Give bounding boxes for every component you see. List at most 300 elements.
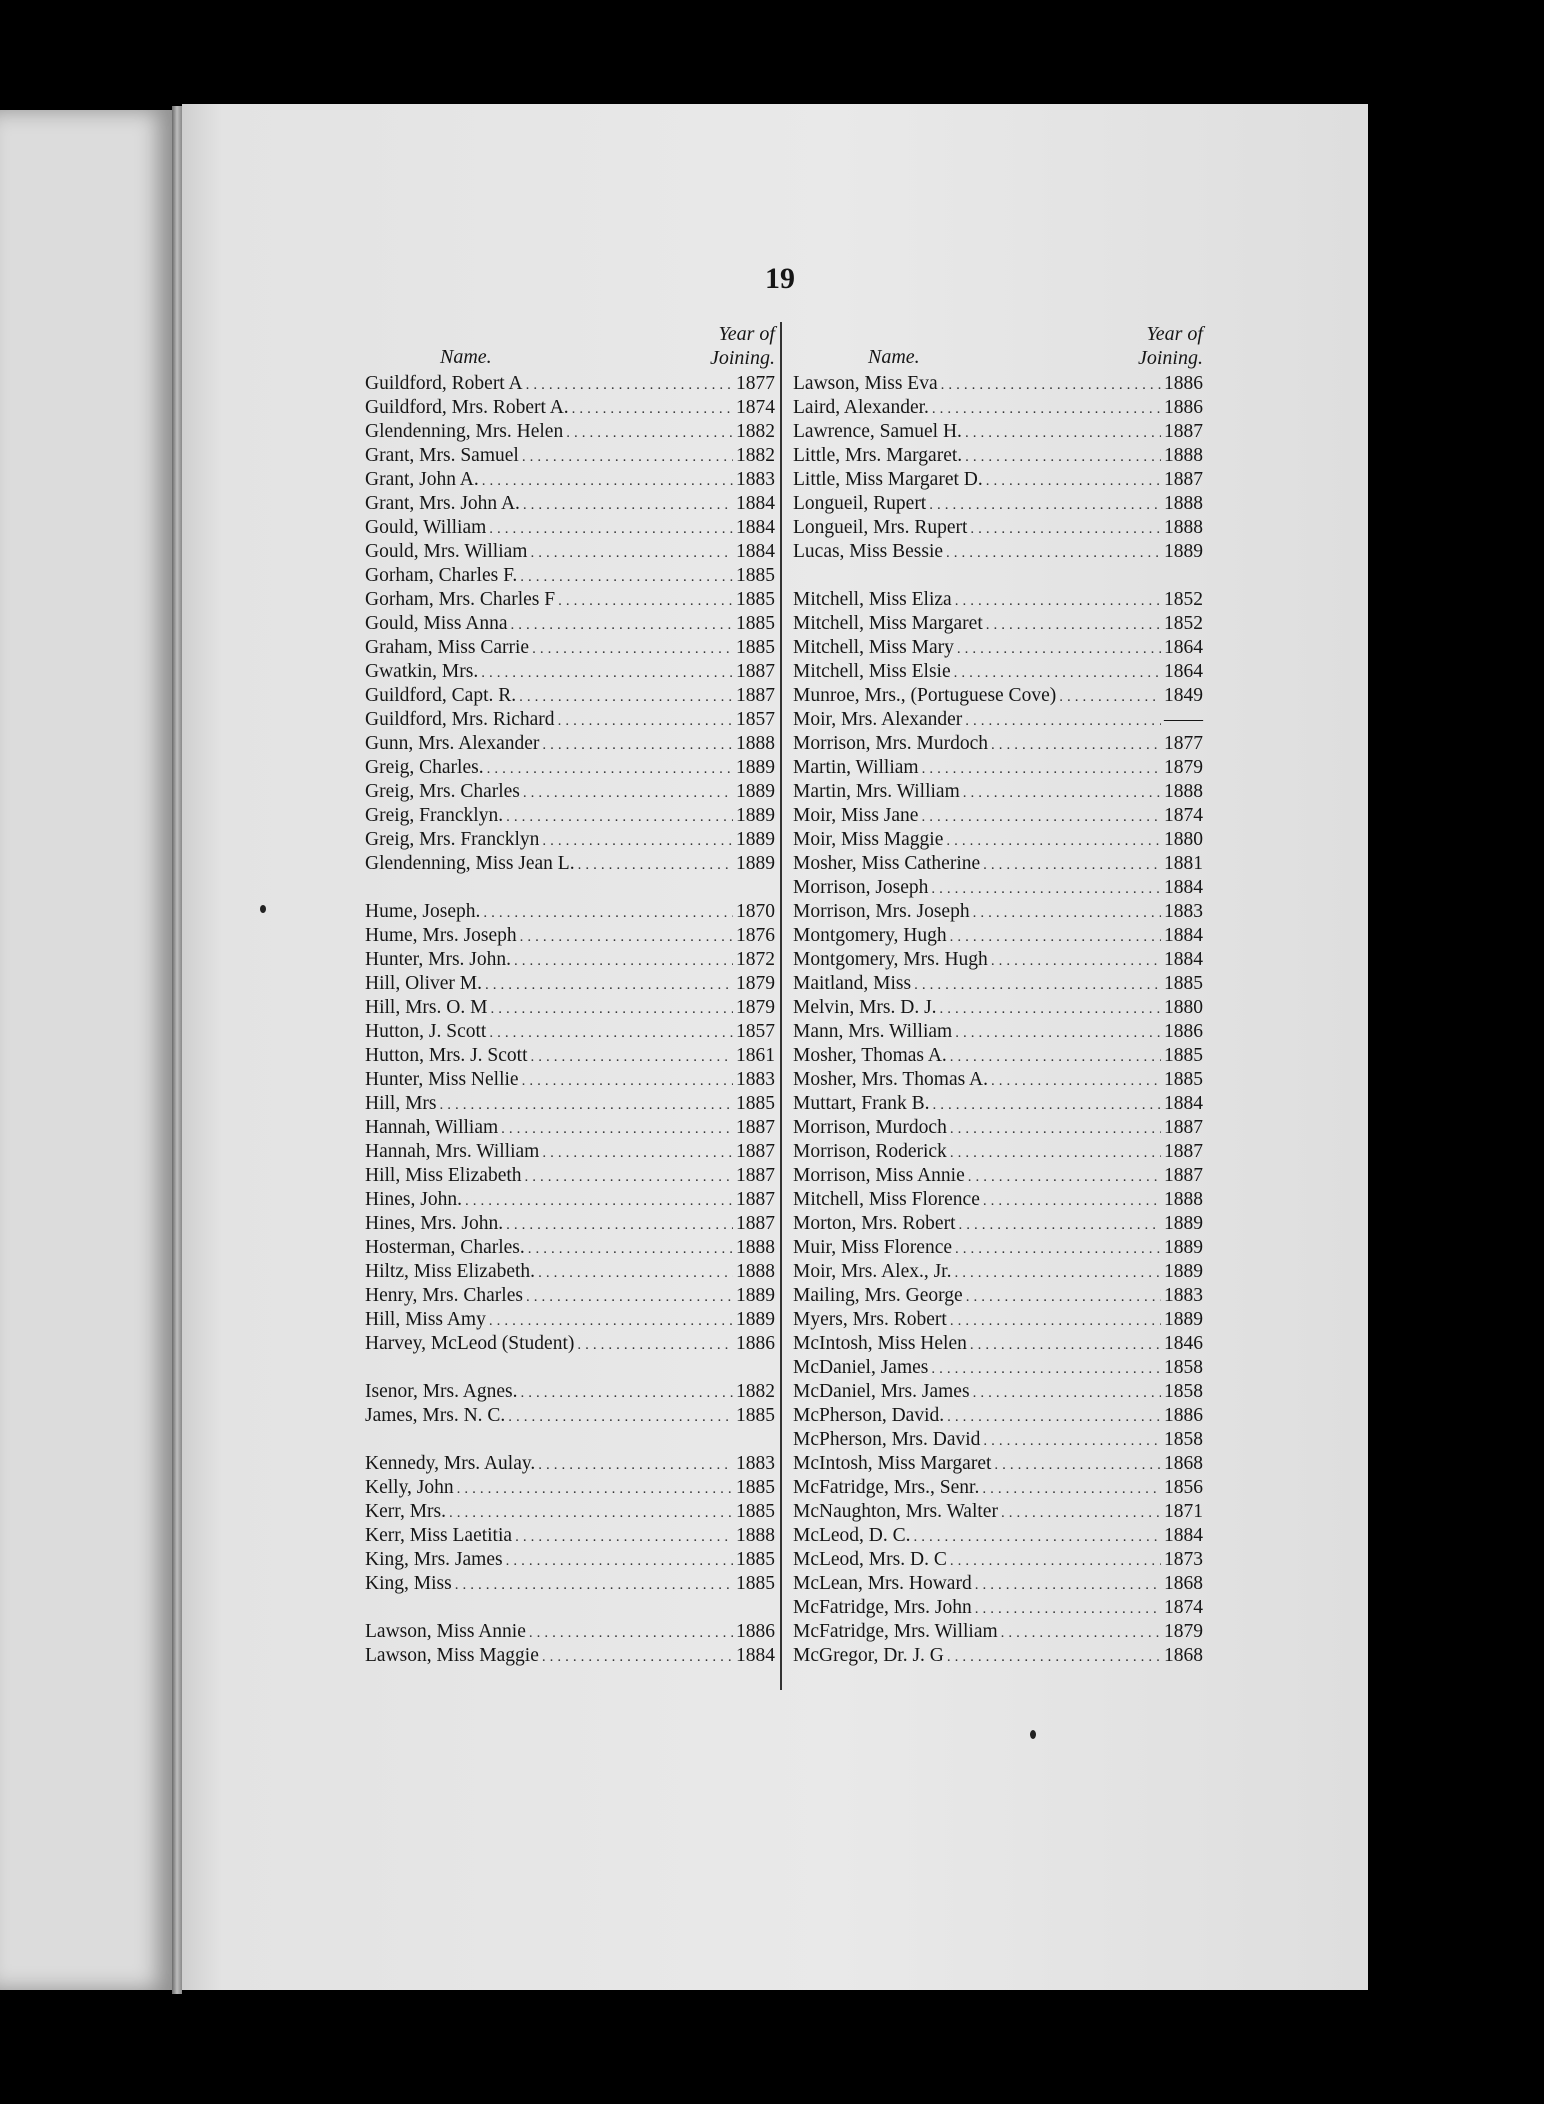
leader-dots	[519, 685, 733, 709]
column-divider	[780, 322, 782, 1690]
list-item	[365, 732, 775, 756]
entry-name: McFatridge, Mrs., Senr.	[793, 1477, 980, 1498]
entry-year: 1888	[1164, 781, 1203, 802]
entry-year: 1885	[736, 1501, 775, 1522]
list-item	[793, 1572, 1203, 1596]
entry-year: 1887	[736, 661, 775, 682]
list-item	[365, 1644, 775, 1668]
list-item	[365, 1212, 775, 1236]
entry-name: Harvey, McLeod (Student)	[365, 1333, 575, 1354]
entry-name: Hume, Mrs. Joseph	[365, 925, 517, 946]
list-item	[793, 1476, 1203, 1500]
entry-year: 1885	[736, 1093, 775, 1114]
leader-dots	[508, 1405, 733, 1429]
facing-page-edge	[0, 110, 172, 1990]
list-item	[793, 516, 1203, 540]
entry-year: 1872	[736, 949, 775, 970]
list-item	[365, 1092, 775, 1116]
entry-year: 1885	[1164, 1069, 1203, 1090]
entry-name: Laird, Alexander.	[793, 397, 929, 418]
list-item	[365, 900, 775, 924]
leader-dots	[482, 469, 733, 493]
entry-name: Melvin, Mrs. D. J.	[793, 997, 937, 1018]
entry-year: 1886	[1164, 1405, 1203, 1426]
entry-name: Mitchell, Miss Mary	[793, 637, 954, 658]
entry-year: 1858	[1164, 1357, 1203, 1378]
leader-dots	[973, 901, 1161, 925]
leader-dots	[449, 1501, 733, 1525]
list-item	[793, 852, 1203, 876]
leader-dots	[957, 637, 1161, 661]
entry-spacer	[793, 564, 1203, 588]
list-item	[365, 1452, 775, 1476]
list-item	[793, 540, 1203, 564]
entry-name: Hume, Joseph.	[365, 901, 481, 922]
leader-dots	[975, 1573, 1161, 1597]
list-item	[365, 852, 775, 876]
entry-name: Longueil, Rupert	[793, 493, 927, 514]
entry-year: 1884	[1164, 1525, 1203, 1546]
list-item	[365, 1140, 775, 1164]
leader-dots	[520, 925, 733, 949]
leader-dots	[966, 1285, 1161, 1309]
entry-name: Glendenning, Mrs. Helen	[365, 421, 564, 442]
leader-dots	[525, 1165, 733, 1189]
entry-name: Longueil, Mrs. Rupert	[793, 517, 968, 538]
header-name: Name.	[440, 346, 492, 368]
list-item	[365, 1332, 775, 1356]
leader-dots	[991, 1069, 1161, 1093]
entry-name: Kelly, John	[365, 1477, 454, 1498]
entry-year: 1874	[1164, 805, 1203, 826]
leader-dots	[489, 1309, 733, 1333]
entry-year: 1885	[1164, 1045, 1203, 1066]
leader-dots	[577, 1333, 733, 1357]
entry-year: 1888	[1164, 1189, 1203, 1210]
entry-name: Mosher, Thomas A.	[793, 1045, 947, 1066]
leader-dots	[523, 493, 733, 517]
entry-year: 1889	[1164, 1213, 1203, 1234]
list-item	[365, 1524, 775, 1548]
list-item	[365, 756, 775, 780]
entry-year: 1889	[736, 805, 775, 826]
leader-dots	[514, 949, 733, 973]
print-speck	[260, 905, 266, 913]
entry-name: Gwatkin, Mrs.	[365, 661, 479, 682]
entry-year: 1885	[736, 613, 775, 634]
page-number: 19	[765, 262, 795, 295]
entry-year: 1885	[736, 1549, 775, 1570]
entry-name: Muttart, Frank B.	[793, 1093, 930, 1114]
entry-year: 1888	[736, 1261, 775, 1282]
entry-year: 1883	[1164, 1285, 1203, 1306]
leader-dots	[542, 1645, 733, 1669]
entry-name: Gould, Mrs. William	[365, 541, 528, 562]
list-item	[365, 612, 775, 636]
leader-dots	[490, 997, 733, 1021]
leader-dots	[922, 757, 1161, 781]
leader-dots	[465, 1189, 733, 1213]
entry-name: Grant, John A.	[365, 469, 479, 490]
leader-dots	[914, 1525, 1161, 1549]
leader-dots	[950, 1309, 1161, 1333]
entry-name: Grant, Mrs. John A.	[365, 493, 520, 514]
entry-year: 1874	[1164, 1597, 1203, 1618]
entry-year: 1876	[736, 925, 775, 946]
leader-dots	[965, 421, 1161, 445]
entry-year: 1868	[1164, 1573, 1203, 1594]
leader-dots	[968, 1165, 1161, 1189]
entry-year: 1871	[1164, 1501, 1203, 1522]
entry-name: Grant, Mrs. Samuel	[365, 445, 519, 466]
list-item	[793, 1140, 1203, 1164]
entry-year: 1884	[736, 493, 775, 514]
leader-dots	[501, 1117, 733, 1141]
entry-name: McIntosh, Miss Helen	[793, 1333, 967, 1354]
entry-year: 1885	[736, 589, 775, 610]
print-speck	[1030, 1730, 1036, 1739]
list-item	[793, 1332, 1203, 1356]
list-item	[365, 1308, 775, 1332]
entry-year: 1889	[1164, 1261, 1203, 1282]
list-item	[793, 756, 1203, 780]
header-year-line2: Joining.	[710, 347, 775, 369]
entry-year: 1877	[736, 373, 775, 394]
leader-dots	[440, 1093, 733, 1117]
list-item	[365, 1020, 775, 1044]
leader-dots	[455, 1573, 733, 1597]
entry-name: Munroe, Mrs., (Portuguese Cove)	[793, 685, 1057, 706]
list-item	[793, 1236, 1203, 1260]
list-item	[793, 876, 1203, 900]
entry-name: McDaniel, James	[793, 1357, 929, 1378]
entry-year: 1877	[1164, 733, 1203, 754]
leader-dots	[522, 445, 733, 469]
leader-dots	[921, 805, 1161, 829]
entry-year: 1884	[736, 517, 775, 538]
entry-year: 1884	[1164, 1093, 1203, 1114]
leader-dots	[975, 1597, 1161, 1621]
list-item	[365, 396, 775, 420]
entry-name: Gorham, Mrs. Charles F	[365, 589, 556, 610]
entry-year: 1883	[736, 469, 775, 490]
entry-name: Morrison, Mrs. Joseph	[793, 901, 970, 922]
list-item	[793, 396, 1203, 420]
entry-year: ——	[1164, 709, 1203, 730]
entry-name: Guildford, Robert A	[365, 373, 523, 394]
list-item	[793, 636, 1203, 660]
entry-year: 1879	[1164, 1621, 1203, 1642]
entry-year: 1887	[736, 1117, 775, 1138]
entry-name: Kerr, Mrs.	[365, 1501, 446, 1522]
leader-dots	[530, 541, 733, 565]
entry-name: McIntosh, Miss Margaret	[793, 1453, 992, 1474]
entry-year: 1879	[1164, 757, 1203, 778]
entry-name: King, Mrs. James	[365, 1549, 503, 1570]
entry-year: 1883	[736, 1453, 775, 1474]
entry-year: 1846	[1164, 1333, 1203, 1354]
left-column	[365, 322, 775, 1668]
entry-year: 1874	[736, 397, 775, 418]
entry-year: 1884	[1164, 925, 1203, 946]
entry-year: 1886	[1164, 373, 1203, 394]
leader-dots	[950, 1117, 1161, 1141]
entry-name: Moir, Mrs. Alex., Jr.	[793, 1261, 952, 1282]
entry-year: 1889	[1164, 541, 1203, 562]
entry-year: 1887	[1164, 1165, 1203, 1186]
leader-dots	[986, 469, 1161, 493]
entry-spacer	[365, 1428, 775, 1452]
leader-dots	[950, 1141, 1161, 1165]
leader-dots	[510, 613, 733, 637]
leader-dots	[932, 397, 1161, 421]
list-item	[793, 468, 1203, 492]
leader-dots	[946, 829, 1161, 853]
leader-dots	[970, 517, 1161, 541]
entry-name: Hosterman, Charles.	[365, 1237, 525, 1258]
entry-name: Mailing, Mrs. George	[793, 1285, 963, 1306]
entry-name: Hill, Miss Elizabeth	[365, 1165, 522, 1186]
list-item	[793, 1404, 1203, 1428]
leader-dots	[489, 517, 733, 541]
entry-year: 1888	[736, 1237, 775, 1258]
header-name: Name.	[868, 346, 920, 368]
list-item	[365, 1188, 775, 1212]
list-item	[365, 540, 775, 564]
list-item	[793, 1620, 1203, 1644]
entry-name: Guildford, Mrs. Richard	[365, 709, 555, 730]
entry-year: 1889	[1164, 1309, 1203, 1330]
header-year	[710, 322, 775, 370]
list-item	[793, 996, 1203, 1020]
entry-year: 1885	[736, 565, 775, 586]
list-item	[365, 996, 775, 1020]
list-item	[793, 804, 1203, 828]
entry-name: Henry, Mrs. Charles	[365, 1285, 523, 1306]
entry-year: 1849	[1164, 685, 1203, 706]
list-item	[365, 948, 775, 972]
entry-year: 1857	[736, 1021, 775, 1042]
entry-year: 1870	[736, 901, 775, 922]
list-item	[793, 1380, 1203, 1404]
list-item	[793, 444, 1203, 468]
leader-dots	[542, 733, 733, 757]
list-item	[793, 1548, 1203, 1572]
leader-dots	[955, 1237, 1161, 1261]
leader-dots	[914, 973, 1161, 997]
leader-dots	[983, 1189, 1161, 1213]
entry-name: Hill, Miss Amy	[365, 1309, 486, 1330]
list-item	[365, 1572, 775, 1596]
left-entry-list	[365, 372, 775, 1668]
list-item	[793, 612, 1203, 636]
leader-dots	[982, 1477, 1161, 1501]
entry-name: Gould, William	[365, 517, 487, 538]
entry-year: 1888	[736, 733, 775, 754]
entry-name: Hines, Mrs. John.	[365, 1213, 504, 1234]
entry-name: Gould, Miss Anna	[365, 613, 508, 634]
list-item	[365, 708, 775, 732]
leader-dots	[931, 1357, 1161, 1381]
entry-spacer	[365, 1356, 775, 1380]
entry-name: Glendenning, Miss Jean L.	[365, 853, 575, 874]
entry-name: Little, Miss Margaret D.	[793, 469, 983, 490]
entry-year: 1887	[736, 1141, 775, 1162]
entry-name: Morrison, Roderick	[793, 1141, 947, 1162]
leader-dots	[526, 1285, 733, 1309]
leader-dots	[572, 397, 733, 421]
entry-year: 1889	[736, 1285, 775, 1306]
leader-dots	[965, 709, 1161, 733]
leader-dots	[955, 589, 1161, 613]
leader-dots	[542, 1141, 733, 1165]
list-item	[365, 516, 775, 540]
entry-name: Little, Mrs. Margaret.	[793, 445, 963, 466]
entry-name: Myers, Mrs. Robert	[793, 1309, 947, 1330]
leader-dots	[522, 1069, 733, 1093]
list-item	[793, 1116, 1203, 1140]
entry-year: 1881	[1164, 853, 1203, 874]
entry-year: 1880	[1164, 829, 1203, 850]
entry-name: Hannah, William	[365, 1117, 499, 1138]
entry-name: Mitchell, Miss Margaret	[793, 613, 983, 634]
list-item	[793, 492, 1203, 516]
header-year-line1: Year of	[1146, 323, 1203, 345]
leader-dots	[506, 805, 733, 829]
entry-name: McPherson, Mrs. David	[793, 1429, 981, 1450]
list-item	[365, 468, 775, 492]
entry-name: Morton, Mrs. Robert	[793, 1213, 956, 1234]
leader-dots	[521, 1381, 734, 1405]
list-item	[365, 564, 775, 588]
list-item	[793, 828, 1203, 852]
leader-dots	[538, 1261, 733, 1285]
leader-dots	[506, 1549, 733, 1573]
entry-year: 1879	[736, 997, 775, 1018]
header-year-line2: Joining.	[1138, 347, 1203, 369]
list-item	[793, 1260, 1203, 1284]
entry-name: King, Miss	[365, 1573, 452, 1594]
entry-name: McFatridge, Mrs. William	[793, 1621, 998, 1642]
list-item	[365, 1404, 775, 1428]
entry-name: Martin, William	[793, 757, 919, 778]
leader-dots	[954, 1261, 1161, 1285]
leader-dots	[983, 853, 1161, 877]
entry-year: 1856	[1164, 1477, 1203, 1498]
leader-dots	[538, 1453, 733, 1477]
entry-year: 1888	[1164, 445, 1203, 466]
entry-name: McPherson, David.	[793, 1405, 945, 1426]
right-entry-list	[793, 372, 1203, 1668]
leader-dots	[950, 1549, 1161, 1573]
leader-dots	[991, 949, 1161, 973]
entry-name: Mitchell, Miss Elsie	[793, 661, 951, 682]
entry-name: James, Mrs. N. C.	[365, 1405, 506, 1426]
leader-dots	[531, 1045, 733, 1069]
entry-name: Muir, Miss Florence	[793, 1237, 952, 1258]
entry-name: McFatridge, Mrs. John	[793, 1597, 972, 1618]
list-item	[793, 1044, 1203, 1068]
leader-dots	[520, 565, 733, 589]
entry-year: 1861	[736, 1045, 775, 1066]
entry-year: 1852	[1164, 613, 1203, 634]
entry-name: Kerr, Miss Laetitia	[365, 1525, 513, 1546]
list-item	[793, 420, 1203, 444]
entry-year: 1852	[1164, 589, 1203, 610]
leader-dots	[947, 1405, 1161, 1429]
entry-name: Maitland, Miss	[793, 973, 912, 994]
leader-dots	[528, 1237, 733, 1261]
leader-dots	[931, 877, 1161, 901]
entry-name: Hutton, J. Scott	[365, 1021, 487, 1042]
list-item	[365, 1548, 775, 1572]
entry-name: Hines, John.	[365, 1189, 462, 1210]
leader-dots	[940, 997, 1161, 1021]
entry-year: 1884	[736, 1645, 775, 1666]
entry-year: 1885	[736, 637, 775, 658]
entry-year: 1885	[736, 1405, 775, 1426]
entry-name: Hill, Oliver M.	[365, 973, 482, 994]
leader-dots	[558, 589, 733, 613]
leader-dots	[986, 613, 1161, 637]
list-item	[365, 1116, 775, 1140]
list-item	[365, 828, 775, 852]
book-gutter	[172, 106, 182, 1994]
entry-name: Mann, Mrs. William	[793, 1021, 953, 1042]
leader-dots	[959, 1213, 1162, 1237]
entry-name: Guildford, Mrs. Robert A.	[365, 397, 569, 418]
leader-dots	[523, 781, 733, 805]
list-item	[793, 1188, 1203, 1212]
list-item	[793, 948, 1203, 972]
right-column	[793, 322, 1203, 1668]
entry-name: Hiltz, Miss Elizabeth.	[365, 1261, 536, 1282]
list-item	[793, 900, 1203, 924]
entry-name: Guildford, Capt. R.	[365, 685, 517, 706]
entry-year: 1889	[736, 757, 775, 778]
entry-year: 1858	[1164, 1381, 1203, 1402]
entry-year: 1887	[736, 1165, 775, 1186]
list-item	[793, 1452, 1203, 1476]
entry-name: McDaniel, Mrs. James	[793, 1381, 970, 1402]
entry-name: Hutton, Mrs. J. Scott	[365, 1045, 528, 1066]
leader-dots	[950, 925, 1161, 949]
leader-dots	[532, 637, 733, 661]
list-item	[365, 1620, 775, 1644]
list-item	[793, 1596, 1203, 1620]
entry-name: Morrison, Mrs. Murdoch	[793, 733, 988, 754]
list-item	[793, 972, 1203, 996]
entry-year: 1886	[1164, 1021, 1203, 1042]
leader-dots	[941, 373, 1161, 397]
entry-name: Mosher, Miss Catherine	[793, 853, 981, 874]
entry-year: 1884	[736, 541, 775, 562]
entry-name: Lawrence, Samuel H.	[793, 421, 962, 442]
entry-name: Morrison, Miss Annie	[793, 1165, 965, 1186]
entry-name: Lawson, Miss Annie	[365, 1621, 526, 1642]
list-item	[793, 924, 1203, 948]
list-item	[793, 780, 1203, 804]
list-item	[365, 1260, 775, 1284]
entry-year: 1882	[736, 1381, 775, 1402]
header-year-line1: Year of	[718, 323, 775, 345]
entry-year: 1883	[736, 1069, 775, 1090]
entry-year: 1886	[736, 1621, 775, 1642]
list-item	[365, 1380, 775, 1404]
list-item	[365, 684, 775, 708]
list-item	[365, 660, 775, 684]
list-item	[365, 372, 775, 396]
